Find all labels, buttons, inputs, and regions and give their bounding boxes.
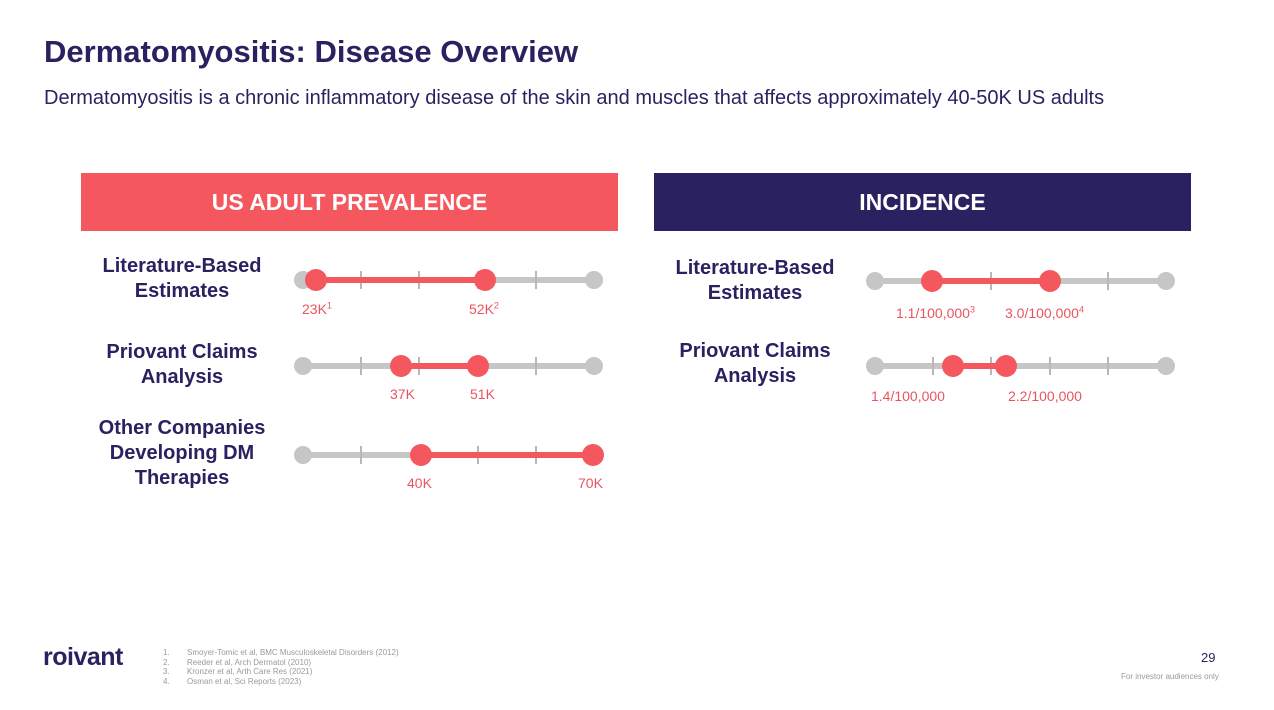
prevalence-high-value-dot — [582, 444, 604, 466]
incidence-low-value-label — [871, 388, 945, 404]
prevalence-low-value-dot — [390, 355, 412, 377]
incidence-range-start-dot — [866, 272, 884, 290]
incidence-range-start-dot — [866, 357, 884, 375]
prevalence-range-start-dot — [294, 446, 312, 464]
incidence-range-highlight — [932, 278, 1050, 284]
reference-item — [163, 648, 399, 658]
prevalence-row-label: Literature-Based Estimates — [102, 255, 262, 302]
page-title: Dermatomyositis: Disease Overview — [44, 34, 579, 69]
prevalence-range-start-dot — [294, 357, 312, 375]
incidence-row-label: Priovant Claims Analysis — [679, 340, 831, 387]
page-subtitle: Dermatomyositis is a chronic inflammatory disease of the skin and muscles that affects approximately 40-50K US adults — [44, 87, 1105, 109]
reference-number: 3. — [163, 667, 170, 677]
prevalence-range-tick — [360, 357, 362, 375]
prevalence-row-label: Priovant Claims Analysis — [106, 341, 258, 388]
prevalence-range-highlight — [421, 452, 593, 458]
prevalence-header — [81, 173, 618, 231]
incidence-range-track — [875, 363, 1166, 369]
incidence-range-tick — [1107, 357, 1109, 375]
investor-disclaimer: For investor audiences only — [1121, 672, 1219, 681]
prevalence-range-end-dot — [585, 271, 603, 289]
incidence-low-value-dot — [921, 270, 943, 292]
incidence-low-value-label — [896, 305, 975, 321]
prevalence-low-value-text: 37K — [390, 386, 415, 402]
incidence-low-value-dot — [942, 355, 964, 377]
prevalence-range-highlight — [316, 277, 485, 283]
incidence-high-value-dot — [1039, 270, 1061, 292]
incidence-range-tick — [932, 357, 934, 375]
prevalence-range-tick — [360, 446, 362, 464]
references-list — [163, 648, 399, 686]
incidence-range-end-dot — [1157, 272, 1175, 290]
roivant-logo: roivant — [43, 643, 123, 671]
prevalence-high-value-dot — [467, 355, 489, 377]
incidence-high-value-dot — [995, 355, 1017, 377]
reference-number: 4. — [163, 676, 170, 686]
incidence-range-end-dot — [1157, 357, 1175, 375]
incidence-high-value-text: 3.0/100,000 — [1005, 305, 1079, 321]
prevalence-range-end-dot — [585, 357, 603, 375]
prevalence-high-value-label — [470, 386, 495, 402]
incidence-high-value-label — [1008, 388, 1082, 404]
incidence-high-value-text: 2.2/100,000 — [1008, 388, 1082, 404]
prevalence-low-value-label — [302, 301, 332, 317]
incidence-range-tick — [1107, 272, 1109, 290]
footnote-marker: 1 — [326, 300, 332, 311]
prevalence-low-value-text: 23K — [302, 301, 327, 317]
prevalence-low-value-label — [390, 386, 415, 402]
prevalence-low-value-dot — [410, 444, 432, 466]
footnote-marker: 4 — [1078, 304, 1084, 315]
prevalence-high-value-text: 52K — [469, 301, 494, 317]
reference-text: Osman et al, Sci Reports (2023) — [187, 676, 302, 686]
prevalence-high-value-dot — [474, 269, 496, 291]
page-number: 29 — [1201, 650, 1216, 665]
reference-item — [163, 658, 399, 668]
incidence-row-label: Literature-Based Estimates — [675, 257, 835, 304]
incidence-low-value-text: 1.4/100,000 — [871, 388, 945, 404]
footnote-marker: 3 — [969, 304, 975, 315]
reference-number: 2. — [163, 657, 170, 667]
reference-item — [163, 677, 399, 687]
reference-text: Kronzer et al, Arth Care Res (2021) — [187, 667, 313, 677]
reference-number: 1. — [163, 648, 170, 657]
prevalence-high-value-label — [469, 301, 499, 317]
prevalence-low-value-dot — [305, 269, 327, 291]
prevalence-header-label: US ADULT PREVALENCE — [211, 188, 488, 215]
reference-text: Reeder et al, Arch Dermatol (2010) — [187, 657, 312, 667]
prevalence-low-value-text: 40K — [407, 475, 432, 491]
incidence-range-tick — [1049, 357, 1051, 375]
prevalence-high-value-text: 51K — [470, 386, 495, 402]
incidence-header-label: INCIDENCE — [859, 188, 986, 215]
footnote-marker: 2 — [493, 300, 499, 311]
incidence-high-value-label — [1005, 305, 1084, 321]
incidence-header — [654, 173, 1191, 231]
prevalence-high-value-label — [578, 475, 603, 491]
prevalence-range-tick — [535, 271, 537, 289]
reference-item — [163, 667, 399, 677]
prevalence-low-value-label — [407, 475, 432, 491]
prevalence-row-label: Other Companies Developing DM Therapies — [98, 417, 266, 489]
prevalence-range-tick — [535, 357, 537, 375]
incidence-low-value-text: 1.1/100,000 — [896, 305, 970, 321]
reference-text: Smoyer-Tomic et al, BMC Musculoskeletal Disorders (2012) — [187, 648, 399, 657]
prevalence-high-value-text: 70K — [578, 475, 603, 491]
